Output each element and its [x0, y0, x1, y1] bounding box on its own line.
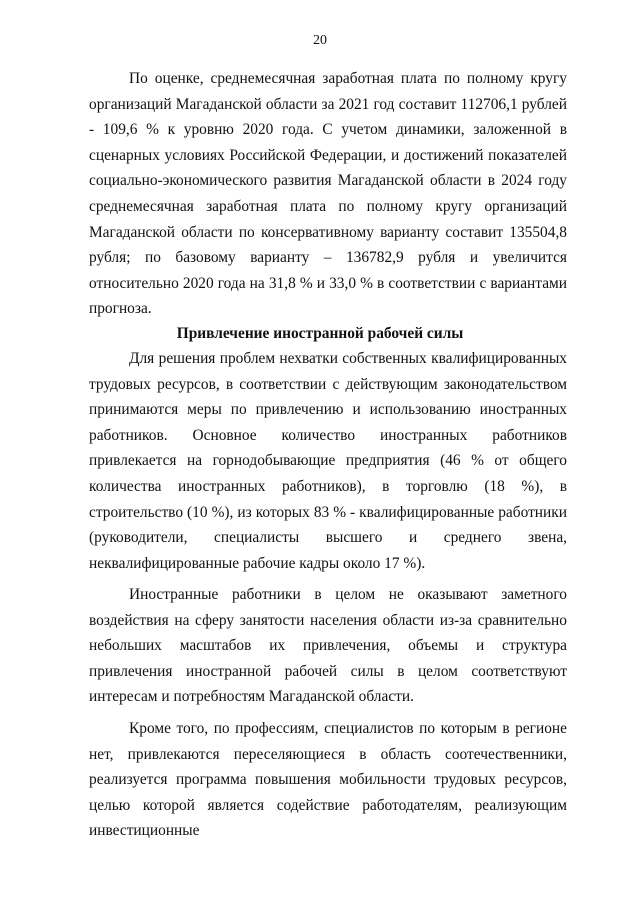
- paragraph-text: По оценке, среднемесячная заработная плата по полному кругу организаций Магаданской области за 2021 год составит 112706,1 рублей - 109,6 % к уровню 2020 года. С учетом динамики, заложенной в сценарных условиях Российской Федерации, и достижений показателей социально-экономического развития Магаданской области в 2024 году среднемесячная заработная плата по полному кругу организаций Магаданской области по консервативному варианту составит 135504,8 рубля; по базовому варианту – 136782,9 рубля и увеличится относительно 2020 года на 31,8 % и 33,0 % в соответствии с вариантами прогноза.: [89, 70, 567, 318]
- paragraph-wage-forecast: [89, 66, 567, 322]
- paragraph-foreign-workers-impact: [89, 582, 567, 710]
- paragraph-text: Для решения проблем нехватки собственных квалифицированных трудовых ресурсов, в соответствии с действующим законодательством принимаются меры по привлечению и использованию иностранных работников. Основное количество иностранных работников привлекается на горнодобывающие предприятия (46 % от общего количества иностранных работников), в торговлю (18 %), в строительство (10 %), из которых 83 % - квалифицированные работники (руководители, специалисты высшего и среднего звена, неквалифицированные рабочие кадры около 17 %).: [89, 350, 567, 572]
- paragraph-text: Иностранные работники в целом не оказывают заметного воздействия на сферу занятости населения области из-за сравнительно небольших масштабов их привлечения, объемы и структура привлечения иностранной рабочей силы в целом соответствуют интересам и потребностям Магаданской области.: [89, 586, 567, 706]
- page-number: 20: [313, 33, 327, 48]
- section-heading: Привлечение иностранной рабочей силы: [176, 325, 464, 342]
- paragraph-compatriots-program: [89, 716, 567, 844]
- paragraph-foreign-workers-measures: [89, 346, 567, 576]
- paragraph-text: Кроме того, по профессиям, специалистов по которым в регионе нет, привлекаются переселяющиеся в область соотечественники, реализуется программа повышения мобильности трудовых ресурсов, целью которой является содействие работодателям, реализующим инвестиционные: [89, 720, 567, 840]
